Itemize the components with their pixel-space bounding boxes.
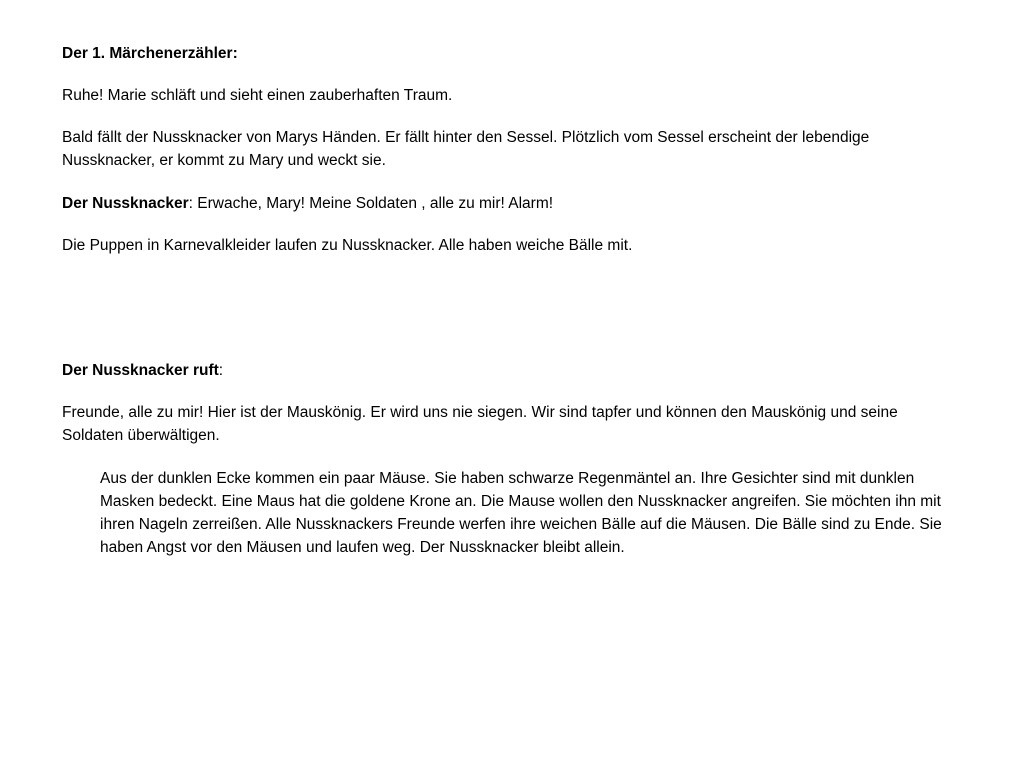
paragraph-rest: Ruhe! Marie schläft und sieht einen zauberhaften Traum. bbox=[62, 87, 453, 104]
speaker-label: Der Nussknacker ruft bbox=[62, 362, 219, 379]
paragraph-dolls: Die Puppen in Karnevalkleider laufen zu Nussknacker. Alle haben weiche Bälle mit. bbox=[62, 237, 633, 254]
dialogue-friends: Freunde, alle zu mir! Hier ist der Mauskönig. Er wird uns nie siegen. Wir sind tapfer und können den Mauskönig und seine Soldaten überwältigen. bbox=[62, 404, 898, 444]
narrator-heading-text: Der 1. Märchenerzähler: bbox=[62, 45, 238, 62]
dialogue-nutcracker-wake bbox=[62, 192, 962, 215]
speaker-colon: : bbox=[218, 362, 224, 379]
speaker-label: Der Nussknacker bbox=[62, 195, 189, 212]
paragraph-nutcracker-falls: Bald fällt der Nussknacker von Marys Händen. Er fällt hinter den Sessel. Plötzlich vom Sessel erscheint der lebendige Nussknacker, er kommt zu Mary und weckt sie. bbox=[62, 129, 870, 169]
paragraph-mice: Aus der dunklen Ecke kommen ein paar Mäuse. Sie haben schwarze Regenmäntel an. Ihre Gesichter sind mit dunklen Masken bedeckt. Eine Maus hat die goldene Krone an. Die Mause wollen den Nussknacker angreifen. Sie möchten ihn mit ihren Nageln zerreißen. Alle Nussknackers Freunde werfen ihre weichen Bälle auf die Mäusen. Die Bälle sind zu Ende. Sie haben Angst vor den Mäusen und laufen weg. Der Nussknacker bleibt allein. bbox=[100, 470, 942, 556]
speaker-heading-calls bbox=[62, 359, 962, 382]
speech-text: : Erwache, Mary! Meine Soldaten , alle zu mir! Alarm! bbox=[188, 195, 554, 212]
narrator-heading bbox=[62, 42, 962, 65]
